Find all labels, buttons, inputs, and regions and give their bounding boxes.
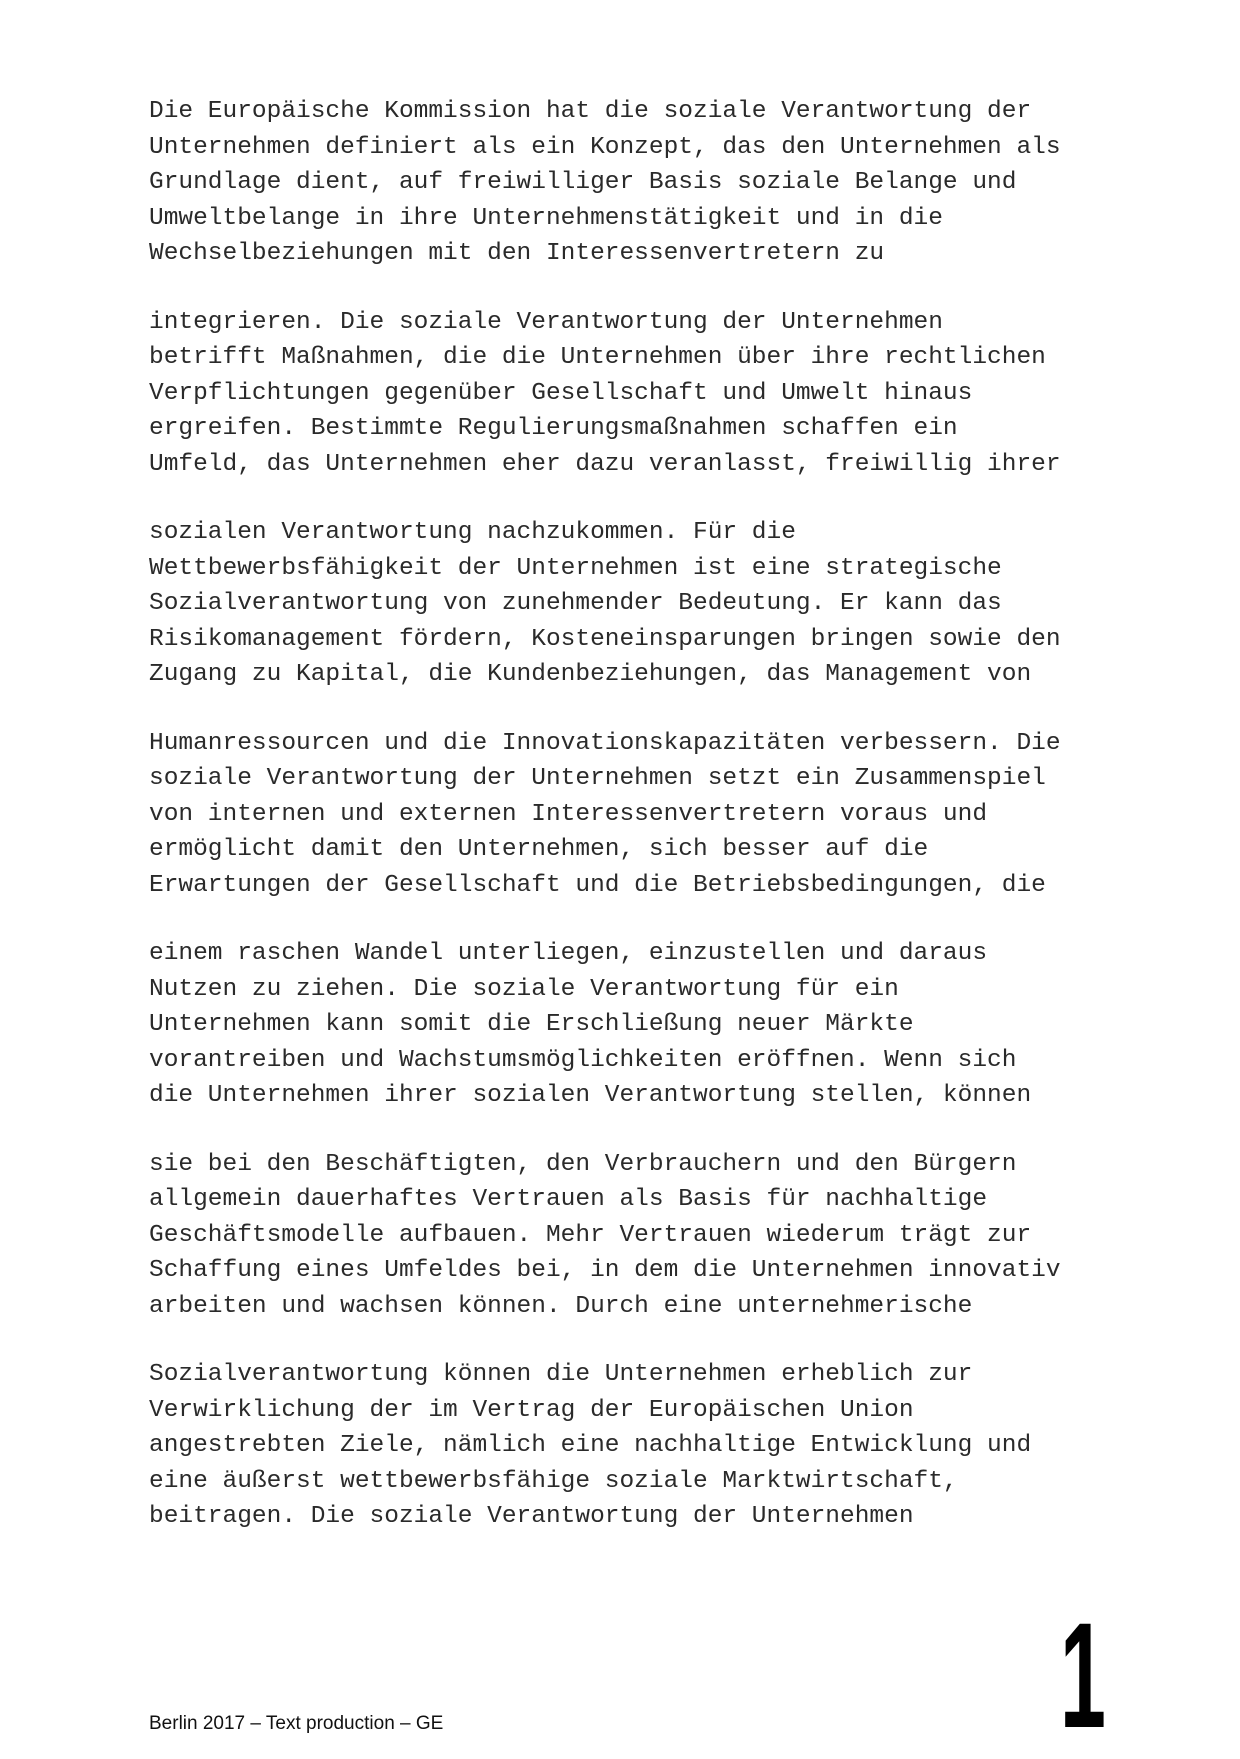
text-line: integrieren. Die soziale Verantwortung der Unternehmen bbox=[149, 308, 943, 336]
text-line: allgemein dauerhaftes Vertrauen als Basis für nachhaltige bbox=[149, 1186, 988, 1213]
text-line: sie bei den Beschäftigten, den Verbrauchern und den Bürgern bbox=[149, 1150, 1017, 1178]
text-line: sozialen Verantwortung nachzukommen. Für die bbox=[149, 519, 796, 546]
text-line: Zugang zu Kapital, die Kundenbeziehungen, das Management von bbox=[149, 661, 1032, 688]
text-line: Umfeld, das Unternehmen eher dazu veranlasst, freiwillig ihrer bbox=[149, 450, 1061, 478]
text-line: Sozialverantwortung von zunehmender Bedeutung. Er kann das bbox=[149, 590, 1002, 617]
body-text bbox=[149, 94, 1149, 1568]
text-line: Wechselbeziehungen mit den Interessenvertretern zu bbox=[149, 240, 885, 267]
text-line: eine äußerst wettbewerbsfähige soziale Marktwirtschaft, bbox=[149, 1467, 958, 1495]
text-line: Schaffung eines Umfeldes bei, in dem die Unternehmen innovativ bbox=[149, 1257, 1061, 1284]
text-line: arbeiten und wachsen können. Durch eine unternehmerische bbox=[149, 1292, 973, 1320]
text-line: vorantreiben und Wachstumsmöglichkeiten eröffnen. Wenn sich bbox=[149, 1046, 1017, 1074]
text-line: Verwirklichung der im Vertrag der Europäischen Union bbox=[149, 1396, 914, 1424]
text-line: ermöglicht damit den Unternehmen, sich besser auf die bbox=[149, 836, 929, 863]
text-line: Die Europäische Kommission hat die soziale Verantwortung der bbox=[149, 98, 1032, 125]
paragraph-7 bbox=[149, 1357, 1149, 1535]
text-line: Umweltbelange in ihre Unternehmenstätigkeit und in die bbox=[149, 204, 943, 232]
text-line: Unternehmen definiert als ein Konzept, das den Unternehmen als bbox=[149, 133, 1061, 161]
text-line: ergreifen. Bestimmte Regulierungsmaßnahmen schaffen ein bbox=[149, 415, 958, 442]
text-line: betrifft Maßnahmen, die die Unternehmen über ihre rechtlichen bbox=[149, 344, 1046, 371]
text-line: Grundlage dient, auf freiwilliger Basis soziale Belange und bbox=[149, 169, 1017, 196]
text-line: Verpflichtungen gegenüber Gesellschaft und Umwelt hinaus bbox=[149, 379, 973, 407]
paragraph-2 bbox=[149, 305, 1149, 483]
text-line: Humanressourcen und die Innovationskapazitäten verbessern. Die bbox=[149, 729, 1061, 757]
text-line: soziale Verantwortung der Unternehmen setzt ein Zusammenspiel bbox=[149, 765, 1046, 792]
text-line: einem raschen Wandel unterliegen, einzustellen und daraus bbox=[149, 940, 988, 967]
text-line: Sozialverantwortung können die Unternehmen erheblich zur bbox=[149, 1361, 973, 1388]
paragraph-5 bbox=[149, 936, 1149, 1114]
text-line: Erwartungen der Gesellschaft und die Betriebsbedingungen, die bbox=[149, 871, 1046, 899]
text-line: Unternehmen kann somit die Erschließung neuer Märkte bbox=[149, 1011, 914, 1038]
text-line: Wettbewerbsfähigkeit der Unternehmen ist eine strategische bbox=[149, 554, 1002, 582]
paragraph-4 bbox=[149, 726, 1149, 904]
text-line: Geschäftsmodelle aufbauen. Mehr Vertrauen wiederum trägt zur bbox=[149, 1221, 1032, 1249]
page-footer: Berlin 2017 – Text production – GE bbox=[149, 1713, 444, 1734]
text-line: die Unternehmen ihrer sozialen Verantwortung stellen, können bbox=[149, 1082, 1032, 1109]
paragraph-6 bbox=[149, 1147, 1149, 1325]
text-line: beitragen. Die soziale Verantwortung der Unternehmen bbox=[149, 1503, 914, 1530]
page-number: 1 bbox=[1060, 1591, 1106, 1759]
text-line: Nutzen zu ziehen. Die soziale Verantwortung für ein bbox=[149, 975, 899, 1003]
paragraph-1 bbox=[149, 94, 1149, 272]
text-line: Risikomanagement fördern, Kosteneinsparungen bringen sowie den bbox=[149, 625, 1061, 653]
text-line: von internen und externen Interessenvertretern voraus und bbox=[149, 800, 988, 828]
paragraph-3 bbox=[149, 515, 1149, 693]
text-line: angestrebten Ziele, nämlich eine nachhaltige Entwicklung und bbox=[149, 1432, 1032, 1459]
